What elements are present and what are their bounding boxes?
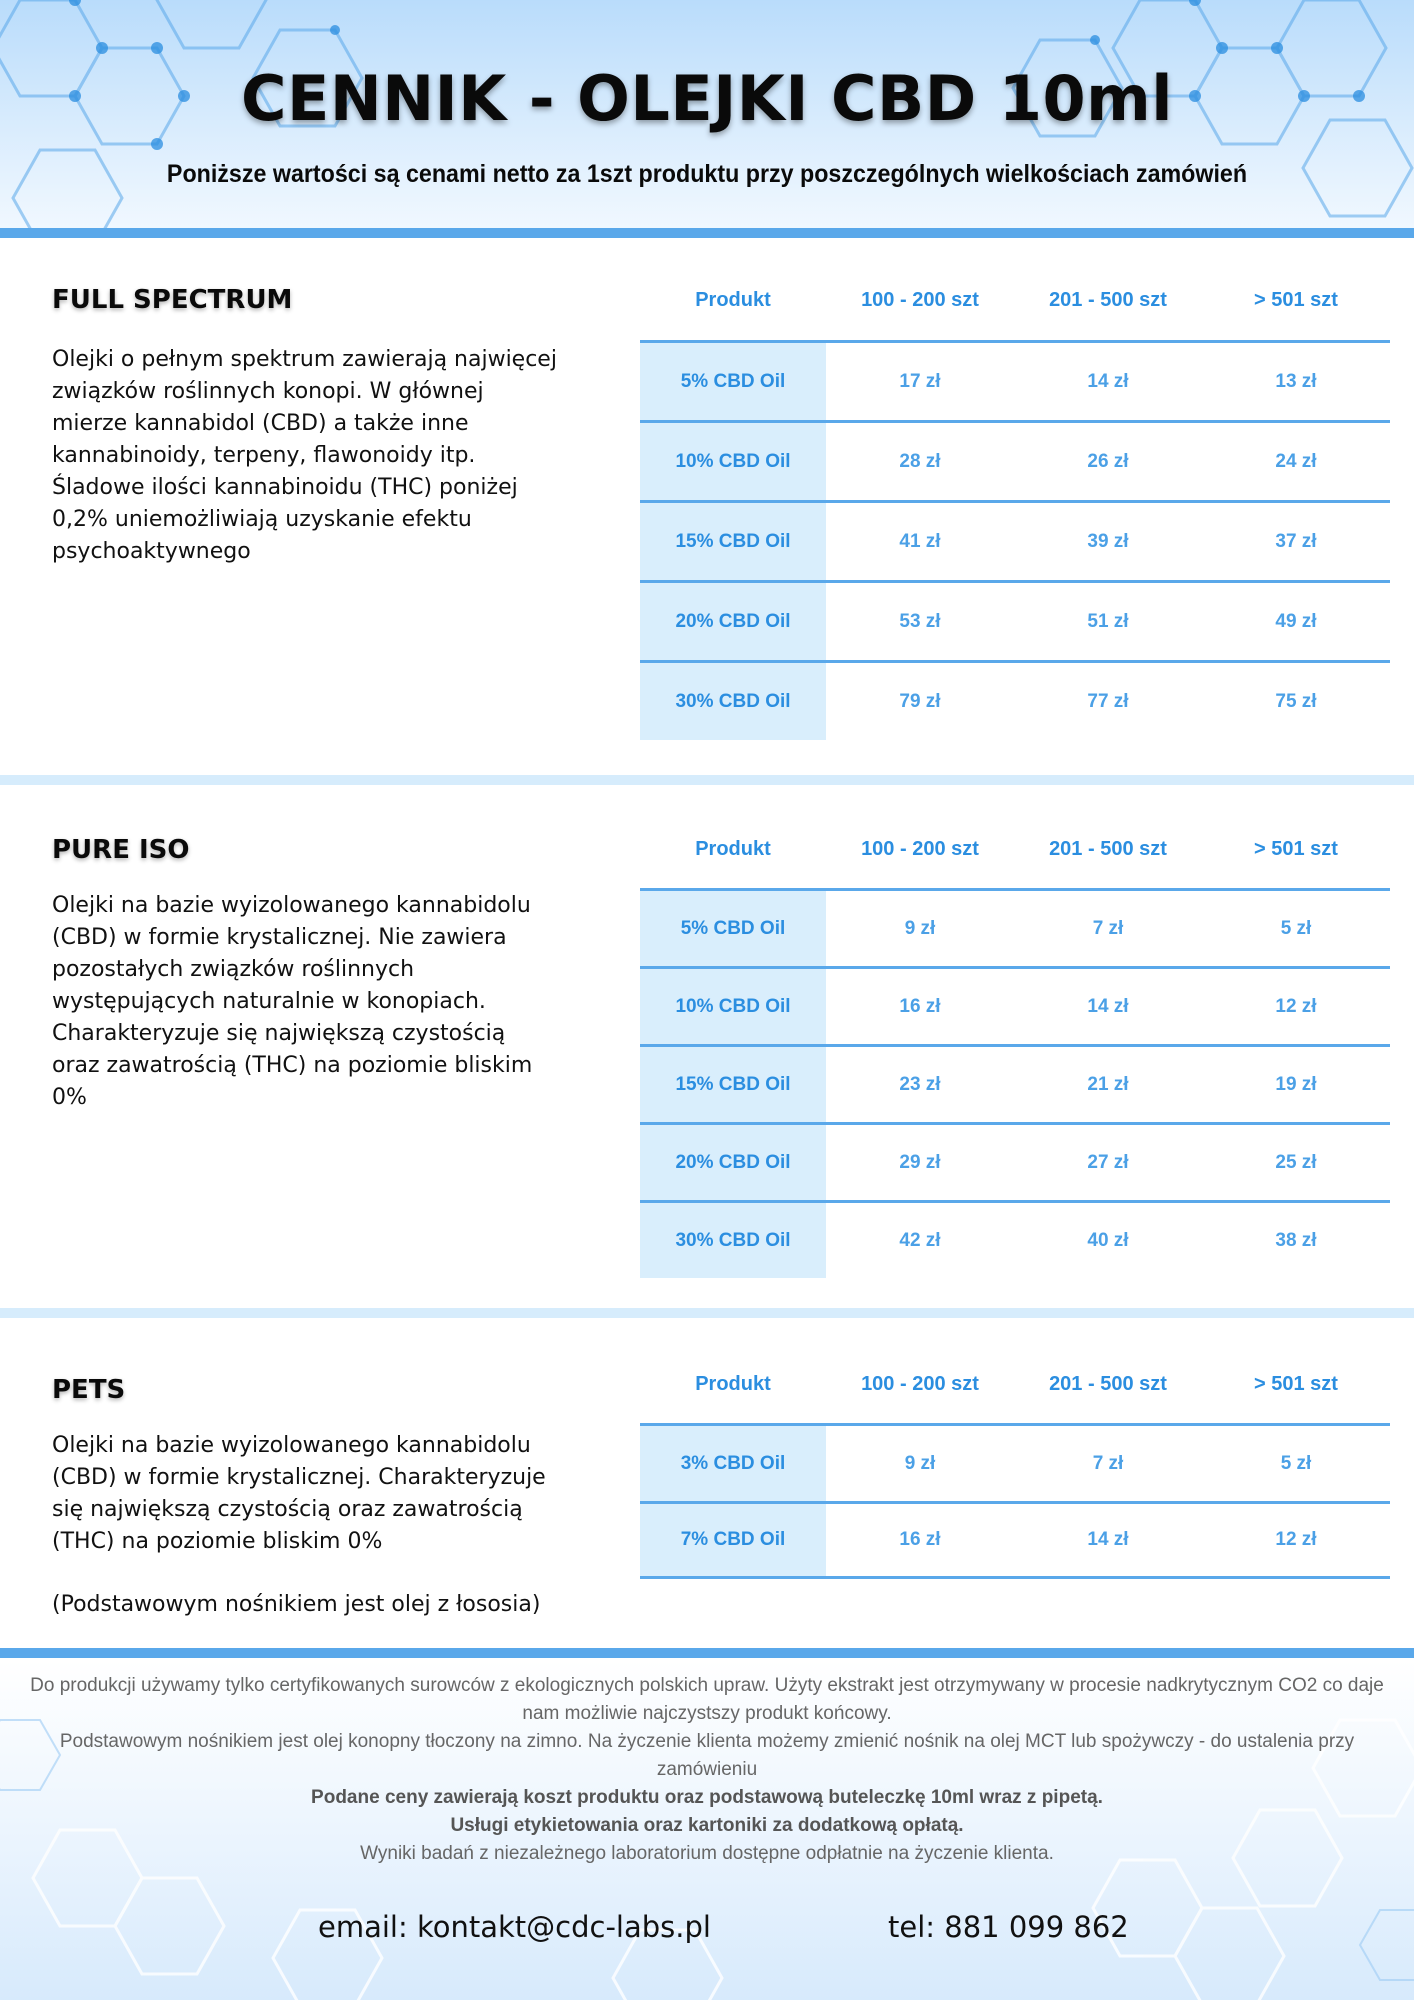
price-table-full-spectrum: [640, 260, 1390, 740]
product-cell: 5% CBD Oil: [640, 343, 826, 420]
section-description-pure-iso: Olejki na bazie wyizolowanego kannabidolu (CBD) w formie krystalicznej. Nie zawiera pozostałych związków roślinnych występujących naturalnie w konopiach. Charakteryzuje się największą czystością oraz zawatrością (THC) na poziomie bliskim 0%: [52, 893, 533, 1110]
price-cell: 12 zł: [1275, 995, 1317, 1017]
price-cell: 9 zł: [904, 917, 936, 939]
product-cell: 15% CBD Oil: [640, 1047, 826, 1122]
price-cell: 26 zł: [1087, 450, 1129, 472]
price-table-pure-iso: [640, 810, 1390, 1278]
section-title-pure-iso: PURE ISO: [52, 835, 190, 865]
price-cell: 7 zł: [1092, 917, 1124, 939]
footer-bold-line: Usługi etykietowania oraz kartoniki za dodatkową opłatą.: [450, 1815, 964, 1836]
header-product: Produkt: [695, 1372, 771, 1395]
section-title-full-spectrum: FULL SPECTRUM: [52, 285, 293, 315]
table-row: [640, 660, 1390, 740]
header-qty-100-200: 100 - 200 szt: [861, 288, 979, 311]
footer-info: [0, 1672, 1414, 1868]
price-cell: 51 zł: [1087, 610, 1129, 632]
price-cell: 49 zł: [1275, 610, 1317, 632]
price-cell: 21 zł: [1087, 1073, 1129, 1095]
price-cell: 17 zł: [899, 370, 941, 392]
price-cell: 79 zł: [899, 690, 941, 712]
table-row: [640, 580, 1390, 660]
product-cell: 7% CBD Oil: [640, 1504, 826, 1576]
price-cell: 14 zł: [1087, 1529, 1129, 1550]
section-title-pets: PETS: [52, 1375, 126, 1405]
header-qty-501-plus: > 501 szt: [1254, 288, 1338, 311]
price-cell: 12 zł: [1275, 1529, 1317, 1550]
price-cell: 37 zł: [1275, 530, 1317, 552]
price-cell: 16 zł: [899, 1529, 941, 1550]
product-cell: 15% CBD Oil: [640, 503, 826, 580]
footer-divider: [0, 1648, 1414, 1658]
page-title: CENNIK - OLEJKI CBD 10ml: [241, 62, 1173, 135]
price-cell: 5 zł: [1280, 1452, 1312, 1474]
product-cell: 5% CBD Oil: [640, 891, 826, 966]
price-cell: 53 zł: [899, 610, 941, 632]
price-cell: 28 zł: [899, 450, 941, 472]
price-cell: 42 zł: [899, 1229, 941, 1251]
table-row: [640, 1501, 1390, 1579]
footer-line: Podstawowym nośnikiem jest olej konopny tłoczony na zimno. Na życzenie klienta możemy zmienić nośnik na olej MCT lub spożywczy - do ustalenia przy zamówieniu: [59, 1731, 1355, 1780]
section-description-full-spectrum: Olejki o pełnym spektrum zawierają najwięcej związków roślinnych konopi. W głównej mierze kannabidol (CBD) a także inne kannabinoidy, terpeny, flawonoidy itp. Śladowe ilości kannabinoidu (THC) poniżej 0,2% uniemożliwiają uzyskanie efektu psychoaktywnego: [52, 347, 557, 564]
table-row: [640, 1122, 1390, 1200]
price-cell: 40 zł: [1087, 1229, 1129, 1251]
price-cell: 38 zł: [1275, 1229, 1317, 1251]
price-cell: 39 zł: [1087, 530, 1129, 552]
page-footer: [0, 1660, 1414, 2000]
product-cell: 10% CBD Oil: [640, 969, 826, 1044]
header-qty-201-500: 201 - 500 szt: [1049, 1372, 1167, 1395]
product-cell: 3% CBD Oil: [640, 1426, 826, 1501]
page-subtitle: Poniższe wartości są cenami netto za 1szt produktu przy poszczególnych wielkościach zamówień: [166, 160, 1248, 188]
footer-line: Do produkcji używamy tylko certyfikowanych surowców z ekologicznych polskich upraw. Użyty ekstrakt jest otrzymywany w procesie nadkrytycznym CO2 co daje nam możliwie najczystszy produkt końcowy.: [30, 1675, 1384, 1724]
footer-bold-line: Podane ceny zawierają koszt produktu oraz podstawową buteleczkę 10ml wraz z pipetą.: [311, 1787, 1103, 1808]
contact-email[interactable]: email: kontakt@cdc-labs.pl: [318, 1910, 711, 1944]
header-qty-201-500: 201 - 500 szt: [1049, 837, 1167, 860]
table-row: [640, 340, 1390, 420]
price-cell: 13 zł: [1275, 370, 1317, 392]
price-cell: 16 zł: [899, 995, 941, 1017]
header-product: Produkt: [695, 288, 771, 311]
price-cell: 75 zł: [1275, 690, 1317, 712]
section-description-pets: Olejki na bazie wyizolowanego kannabidolu (CBD) w formie krystalicznej. Charakteryzuje się największą czystością oraz zawatrością (THC) na poziomie bliskim 0%: [52, 1433, 546, 1554]
header-qty-100-200: 100 - 200 szt: [861, 1372, 979, 1395]
table-row: [640, 1200, 1390, 1278]
table-row: [640, 500, 1390, 580]
price-cell: 23 zł: [899, 1073, 941, 1095]
table-row: [640, 888, 1390, 966]
table-header-row: [640, 810, 1390, 888]
price-cell: 14 zł: [1087, 995, 1129, 1017]
header-qty-100-200: 100 - 200 szt: [861, 837, 979, 860]
table-row: [640, 420, 1390, 500]
price-cell: 9 zł: [904, 1452, 936, 1474]
product-cell: 20% CBD Oil: [640, 583, 826, 660]
price-cell: 41 zł: [899, 530, 941, 552]
header-divider: [0, 228, 1414, 238]
table-row: [640, 1423, 1390, 1501]
table-header-row: [640, 1345, 1390, 1423]
price-cell: 19 zł: [1275, 1073, 1317, 1095]
section-divider: [0, 1308, 1414, 1318]
table-header-row: [640, 260, 1390, 340]
header-product: Produkt: [695, 837, 771, 860]
table-row: [640, 966, 1390, 1044]
header-qty-501-plus: > 501 szt: [1254, 837, 1338, 860]
footer-line: Wyniki badań z niezależnego laboratorium dostępne odpłatnie na życzenie klienta.: [360, 1843, 1054, 1864]
section-note-pets: (Podstawowym nośnikiem jest olej z łososia): [52, 1592, 541, 1617]
price-cell: 7 zł: [1092, 1452, 1124, 1474]
table-row: [640, 1044, 1390, 1122]
price-table-pets: [640, 1345, 1390, 1579]
price-cell: 14 zł: [1087, 370, 1129, 392]
header-qty-501-plus: > 501 szt: [1254, 1372, 1338, 1395]
page-header: [0, 0, 1414, 230]
header-qty-201-500: 201 - 500 szt: [1049, 288, 1167, 311]
product-cell: 10% CBD Oil: [640, 423, 826, 500]
product-cell: 20% CBD Oil: [640, 1125, 826, 1200]
product-cell: 30% CBD Oil: [640, 663, 826, 740]
price-cell: 25 zł: [1275, 1151, 1317, 1173]
section-divider: [0, 775, 1414, 785]
price-cell: 5 zł: [1280, 917, 1312, 939]
price-cell: 27 zł: [1087, 1151, 1129, 1173]
price-cell: 77 zł: [1087, 690, 1129, 712]
product-cell: 30% CBD Oil: [640, 1203, 826, 1278]
price-cell: 29 zł: [899, 1151, 941, 1173]
price-cell: 24 zł: [1275, 450, 1317, 472]
contact-phone[interactable]: tel: 881 099 862: [888, 1910, 1129, 1944]
